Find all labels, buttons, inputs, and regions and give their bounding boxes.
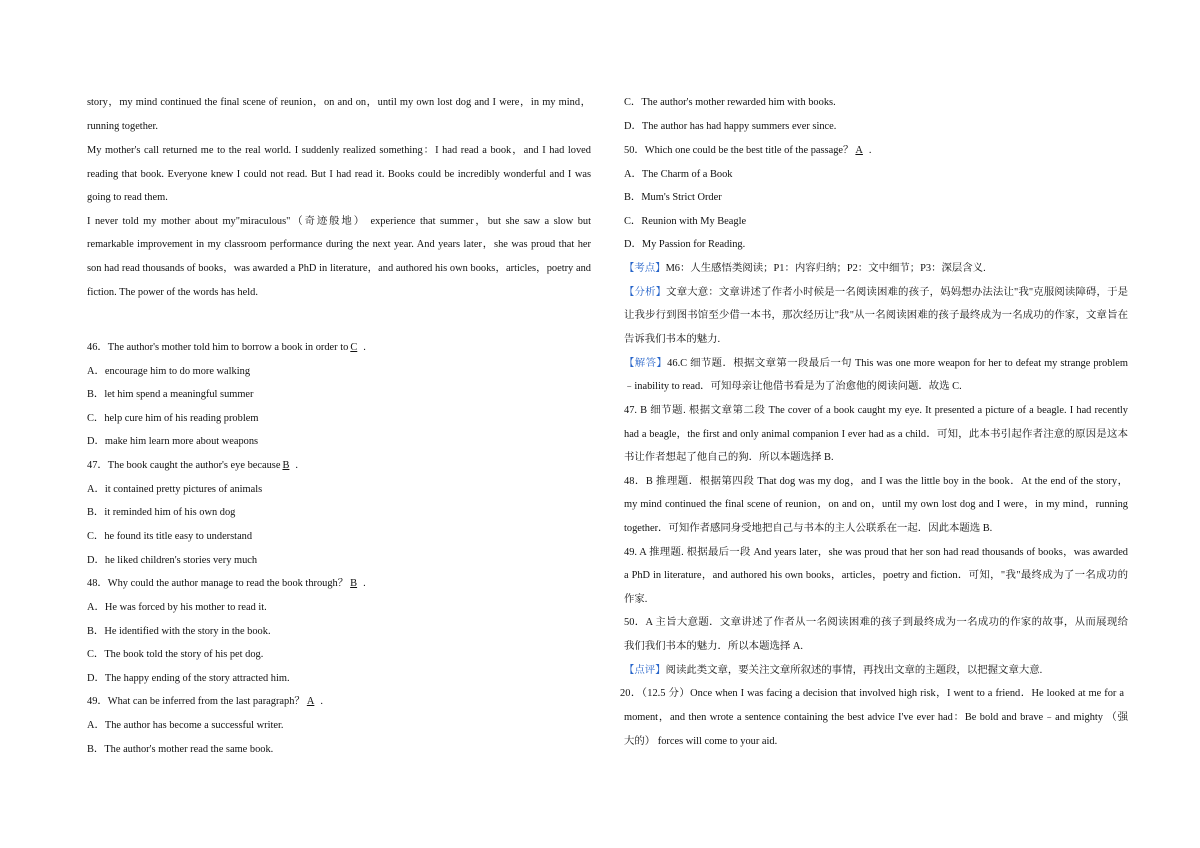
text-line: moment，and then wrote a sentence containing the best advice I've ever had：Be bold and brave﹣and mighty （强 [624,712,1128,723]
dianping-line [624,664,1128,678]
jieda-tag: 【解答】 [624,358,668,369]
option-d: D．make him learn more about weapons [87,436,259,447]
option-a: A．The author has become a successful writer. [87,720,284,731]
question-stem: 48．Why could the author manage to read the book through？ [87,578,349,589]
option-c: C．The author's mother rewarded him with books. [624,97,836,108]
question-stem: 50．Which one could be the best title of the passage？ [624,145,854,156]
option-c: C．he found its title easy to understand [87,531,253,542]
option-b: B．The author's mother read the same book. [87,744,274,755]
text-line: ﹣inability to read．可知母亲让他借书看是为了治愈他的阅读问题．故选 C. [624,381,962,392]
fenxi-line [624,286,1128,300]
option-b: B．He identified with the story in the book. [87,626,271,637]
answer-blank: B [350,578,358,589]
text-line: had a beagle，the first and only animal companion I ever had as a child．可知，此本书引起作者注意的原因是这本 [624,429,1128,440]
kaodian-text: M6：人生感悟类阅读；P1：内容归纳；P2：文中细节；P3：深层含义. [665,263,986,274]
text-line: 50．A 主旨大意题．文章讲述了作者从一名阅读困难的孩子到最终成为一名成功的作家的故事，从而展现给 [624,617,1128,628]
question-stem: 47．The book caught the author's eye because [87,460,281,471]
answer-blank: B [282,460,290,471]
answer-blank: A [306,696,315,707]
stem-end: . [295,460,299,471]
text-line: remarkable improvement in my classroom performance during the next year. And years later，she was proud that her [87,239,591,250]
option-a: A．it contained pretty pictures of animals [87,484,263,495]
text-line: together．可知作者感同身受地把自己与书本的主人公联系在一起．因此本题选 B. [624,523,993,534]
text-line: story，my mind continued the final scene of reunion，on and on，until my own lost dog and I were，in my mind， [87,97,591,108]
stem-end: . [868,145,872,156]
question-48 [87,577,591,591]
text-line: 48．B 推理题．根据第四段 That dog was my dog，and I was the little boy in the book．At the end of the story， [624,476,1128,487]
text-line: my mind continued the final scene of reunion，on and on，until my own lost dog and I were，in my mind，running [624,499,1128,510]
option-d: D．My Passion for Reading. [624,239,746,250]
option-c: C．help cure him of his reading problem [87,413,259,424]
option-a: A．encourage him to do more walking [87,366,251,377]
question-stem: 49．What can be inferred from the last paragraph？ [87,696,305,707]
text-line: 49. A 推理题. 根据最后一段 And years later，she was proud that her son had read thousands of books，was awarded [624,547,1128,558]
text-line: running together. [87,121,158,132]
fenxi-tag: 【分析】 [624,287,667,298]
text-line: son had read thousands of books，was awarded a PhD in literature，and authored his own books，articles，poetry and [87,263,591,274]
option-d: D．he liked children's stories very much [87,555,258,566]
option-a: A．He was forced by his mother to read it. [87,602,267,613]
question-stem: 46．The author's mother told him to borrow a book in order to [87,342,349,353]
question-20-line: 20．（12.5 分）Once when I was facing a decision that involved high risk，I went to a friend．He looked at me for a [620,688,1124,699]
option-d: D．The author has had happy summers ever since. [624,121,837,132]
option-a: A．The Charm of a Book [624,169,733,180]
option-d: D．The happy ending of the story attracted him. [87,673,290,684]
text-line: 大的） forces will come to your aid. [624,736,778,747]
text-line: 47. B 细节题. 根据文章第二段 The cover of a book caught my eye. It presented a picture of a beagle. I had recently [624,405,1128,416]
stem-end: . [363,578,366,589]
jieda-text: 46.C 细节题．根据文章第一段最后一句 This was one more weapon for her to defeat my strange problem [667,358,1128,369]
dianping-text: 阅读此类文章，要关注文章所叙述的事情，再找出文章的主题段，以把握文章大意. [665,665,1043,676]
text-line: 我们我们书本的魅力．所以本题选择 A. [624,641,803,652]
stem-end: . [320,696,323,707]
text-line: 书让作者想起了他自己的狗．所以本题选择 B. [624,452,834,463]
fenxi-text: 文章大意：文章讲述了作者小时候是一名阅读困难的孩子，妈妈想办法法让"我"克服阅读障碍，于是 [666,287,1128,298]
text-line: fiction. The power of the words has held. [87,287,258,298]
answer-blank: A [855,145,863,156]
dianping-tag: 【点评】 [624,665,666,676]
jieda-line [624,357,1128,371]
text-line: a PhD in literature，and authored his own books，articles，poetry and fiction．可知，"我"最终成为了一名成功的 [624,570,1128,581]
stem-end: . [363,342,366,353]
question-46 [87,341,591,355]
text-line: going to read them. [87,192,168,203]
option-c: C．The book told the story of his pet dog. [87,649,264,660]
option-b: B．Mum's Strict Order [624,192,722,203]
question-49 [87,695,591,709]
text-line: My mother's call returned me to the real world. I suddenly realized something：I had read a book，and I had loved [87,145,591,156]
answer-blank: C [350,342,358,353]
option-b: B．it reminded him of his own dog [87,507,236,518]
text-line: 作家. [624,594,648,605]
option-c: C．Reunion with My Beagle [624,216,747,227]
kaodian-tag: 【考点】 [624,263,666,274]
kaodian-line [624,262,1128,276]
text-line: I never told my mother about my"miraculous"（奇迹般地） experience that summer，but she saw a slow but [87,216,591,227]
question-47 [87,459,591,473]
option-b: B．let him spend a meaningful summer [87,389,254,400]
text-line: 告诉我们书本的魅力. [624,334,721,345]
text-line: 让我步行到图书馆至少借一本书，那次经历让"我"从一名阅读困难的孩子最终成为一名成功的作家，文章旨在 [624,310,1128,321]
question-50 [624,144,1128,158]
text-line: reading that book. Everyone knew I could not read. But I had read it. Books could be incredibly wonderful and I was [87,169,591,180]
